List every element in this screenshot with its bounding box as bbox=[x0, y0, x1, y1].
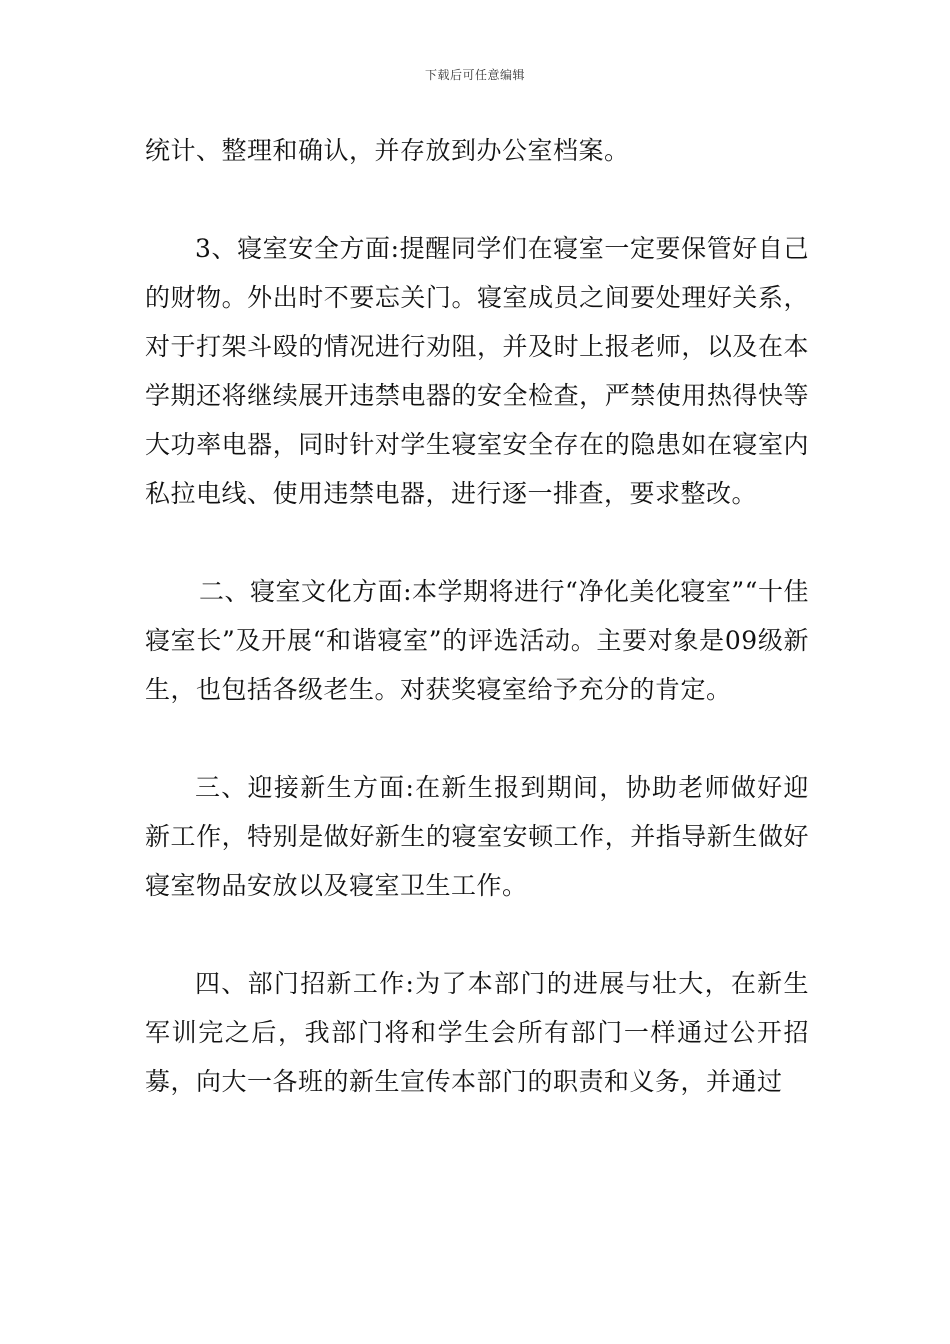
document-body bbox=[145, 126, 809, 1106]
paragraph-dorm-culture: 二、寝室文化方面:本学期将进行“净化美化寝室”“十佳寝室长”及开展“和谐寝室”的评选活动。主要对象是09级新生，也包括各级老生。对获奖寝室给予充分的肯定。 bbox=[145, 577, 809, 704]
paragraph-dorm-safety: 3、寝室安全方面:提醒同学们在寝室一定要保管好自己的财物。外出时不要忘关门。寝室成员之间要处理好关系，对于打架斗殴的情况进行劝阻，并及时上报老师，以及在本学期还将继续展开违禁电器的安全检查，严禁使用热得快等大功率电器，同时针对学生寝室安全存在的隐患如在寝室内私拉电线、使用违禁电器，进行逐一排查，要求整改。 bbox=[145, 234, 809, 508]
paragraph-welcome-freshmen: 三、迎接新生方面:在新生报到期间，协助老师做好迎新工作，特别是做好新生的寝室安顿工作，并指导新生做好寝室物品安放以及寝室卫生工作。 bbox=[145, 773, 809, 900]
page-header: 下载后可任意编辑 bbox=[424, 68, 525, 82]
paragraph-archive: 统计、整理和确认，并存放到办公室档案。 bbox=[145, 136, 630, 165]
paragraph-recruitment: 四、部门招新工作:为了本部门的进展与壮大，在新生军训完之后，我部门将和学生会所有部门一样通过公开招募，向大一各班的新生宣传本部门的职责和义务，并通过 bbox=[145, 969, 809, 1096]
